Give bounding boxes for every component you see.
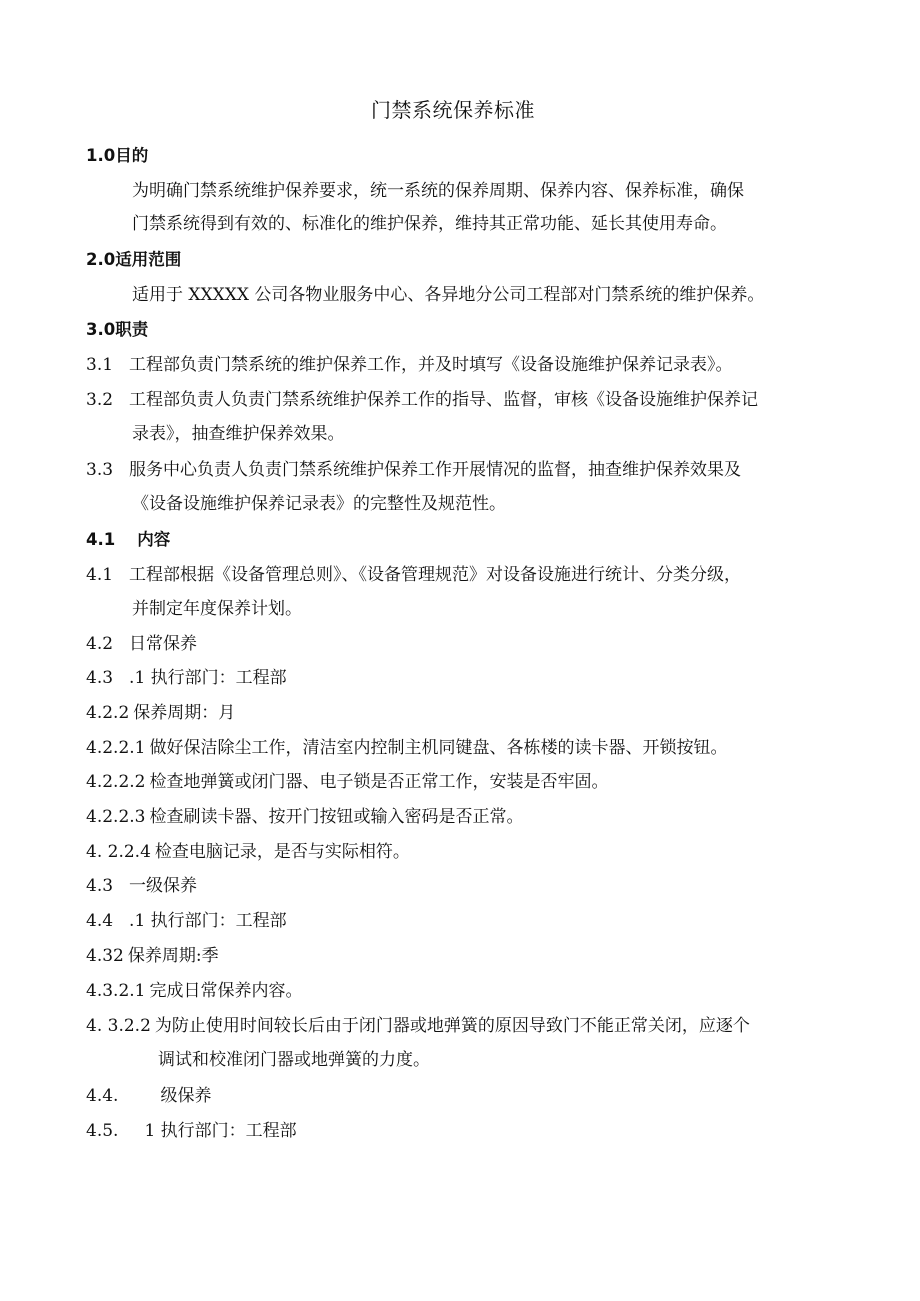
line-text: 内容 (137, 530, 171, 549)
text-line (132, 179, 744, 203)
line-text: 级保养 (160, 1086, 212, 1106)
section-number: 2.0 (86, 250, 116, 269)
text-line (86, 563, 741, 587)
section-number: 3.2 (86, 390, 114, 410)
text-line (132, 597, 302, 621)
section-heading (86, 528, 170, 552)
text-line (86, 1119, 297, 1143)
line-text: 目的 (115, 146, 149, 165)
line-text: 检查电脑记录，是否与实际相符。 (154, 842, 410, 862)
line-text: 门禁系统得到有效的、标准化的维护保养，维持其正常功能、延长其使用寿命。 (132, 214, 727, 234)
line-text: 为防止使用时间较长后由于闭门器或地弹簧的原因导致门不能正常关闭，应逐个 (154, 1016, 750, 1036)
line-text: 保养周期：月 (133, 703, 236, 723)
line-text: 日常保养 (129, 634, 198, 654)
text-line (86, 353, 733, 377)
text-line (86, 909, 287, 933)
line-text: 工程部负责门禁系统的维护保养工作，并及时填写《设备设施维护保养记录表》。 (129, 355, 733, 375)
text-line (86, 770, 608, 794)
text-line (86, 805, 523, 829)
line-text: .1 执行部门：工程部 (129, 911, 287, 931)
section-number: 4. 2.2.4 (86, 842, 151, 862)
text-line (86, 944, 219, 968)
text-line (132, 422, 345, 446)
text-line (86, 874, 197, 898)
line-text: 做好保洁除尘工作，清洁室内控制主机同键盘、各栋楼的读卡器、开锁按钮。 (149, 738, 728, 758)
line-text: 完成日常保养内容。 (149, 981, 303, 1001)
line-text: 保养周期:季 (127, 946, 219, 966)
line-text: .1 执行部门：工程部 (129, 668, 287, 688)
section-number: 4. 3.2.2 (86, 1016, 151, 1036)
section-number: 4.3 (86, 668, 114, 688)
document-title: 门禁系统保养标准 (371, 98, 535, 122)
text-line (158, 1048, 430, 1072)
section-number: 1.0 (86, 146, 116, 165)
line-text: 职责 (115, 320, 149, 339)
section-number: 4.3 (86, 876, 114, 896)
section-number: 4.2.2.3 (86, 807, 146, 827)
line-text: 一级保养 (129, 876, 198, 896)
line-text: 为明确门禁系统维护保养要求，统一系统的保养周期、保养内容、保养标准，确保 (132, 181, 744, 201)
text-line (86, 666, 287, 690)
line-text: 调试和校准闭门器或地弹簧的力度。 (158, 1050, 430, 1070)
line-text: 服务中心负责人负责门禁系统维护保养工作开展情况的监督，抽查维护保养效果及 (129, 460, 742, 480)
line-text: 检查刷读卡器、按开门按钮或输入密码是否正常。 (149, 807, 524, 827)
line-text: 录表》，抽查维护保养效果。 (132, 424, 345, 444)
text-line (86, 632, 197, 656)
text-line (86, 458, 741, 482)
line-text: 适用范围 (115, 250, 182, 269)
section-number: 3.1 (86, 355, 114, 375)
section-heading (86, 318, 148, 342)
line-text: 检查地弹簧或闭门器、电子锁是否正常工作，安装是否牢固。 (149, 772, 609, 792)
line-text: 并制定年度保养计划。 (132, 599, 302, 619)
section-number: 4.2.2 (86, 703, 130, 723)
section-number: 4.1 (86, 565, 114, 585)
text-line (86, 701, 235, 725)
section-number: 4.2.2.1 (86, 738, 146, 758)
line-text: 1 执行部门：工程部 (144, 1121, 297, 1141)
section-number: 4.1 (86, 530, 116, 549)
section-number: 4.3.2.1 (86, 981, 146, 1001)
line-text: 适用于 XXXXX 公司各物业服务中心、各异地分公司工程部对门禁系统的维护保养。 (132, 285, 765, 305)
text-line (132, 283, 764, 307)
section-number: 3.0 (86, 320, 116, 339)
section-heading (86, 248, 181, 272)
text-line (132, 212, 727, 236)
text-line (86, 1014, 750, 1038)
section-number: 4.5. (86, 1121, 119, 1141)
text-line (86, 840, 410, 864)
line-text: 工程部根据《设备管理总则》、《设备管理规范》对设备设施进行统计、分类分级， (129, 565, 742, 585)
text-line (86, 736, 727, 760)
section-number: 4.2.2.2 (86, 772, 146, 792)
section-number: 4.32 (86, 946, 124, 966)
text-line (86, 1084, 211, 1108)
section-number: 4.4 (86, 911, 114, 931)
section-number: 4.2 (86, 634, 114, 654)
section-heading (86, 144, 148, 168)
section-number: 4.4. (86, 1086, 119, 1106)
text-line (86, 388, 758, 412)
text-line (86, 979, 302, 1003)
line-text: 《设备设施维护保养记录表》的完整性及规范性。 (132, 494, 506, 514)
text-line (132, 492, 506, 516)
section-number: 3.3 (86, 460, 114, 480)
line-text: 工程部负责人负责门禁系统维护保养工作的指导、监督，审核《设备设施维护保养记 (129, 390, 759, 410)
